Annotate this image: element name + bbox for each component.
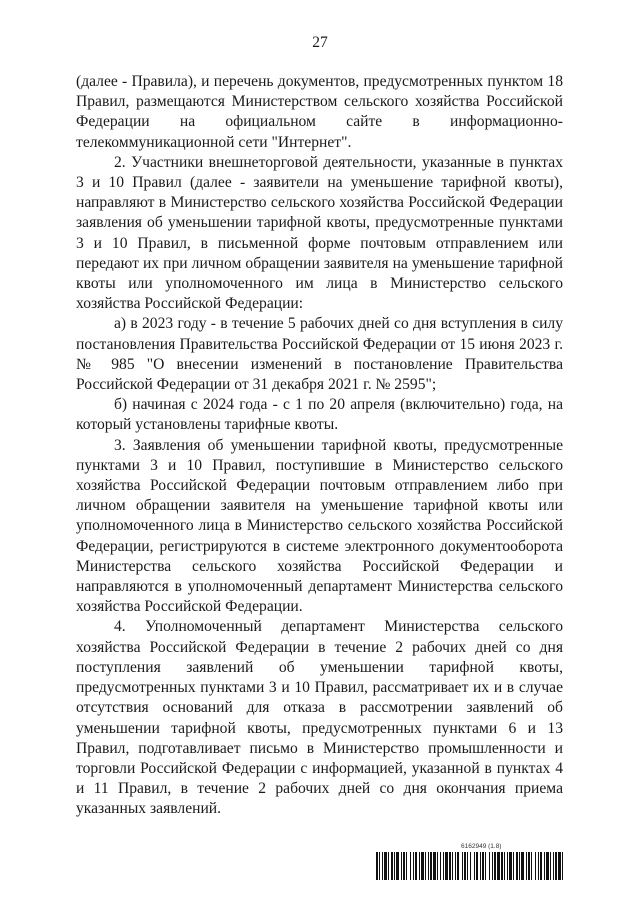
paragraph: 2. Участники внешнеторговой деятельности, указанные в пунктах 3 и 10 Правил (далее - заявители на уменьшение тарифной квоты), направляют в Министерство сельского хозяйства Российской Федерации заявления об уменьшении тарифной квоты, предусмотренные пунктами 3 и 10 Правил, в письменной форме почтовым отправлением или передают их при личном обращении заявителя на уменьшение тарифной квоты или уполномоченного им лица в Министерство сельского хозяйства Российской Федерации: <box>76 153 563 313</box>
barcode-icon <box>376 852 564 880</box>
document-code: 6162949 (1.8) <box>461 843 502 850</box>
document-body <box>76 72 563 820</box>
page-number: 27 <box>312 34 328 51</box>
paragraph: а) в 2023 году - в течение 5 рабочих дней со дня вступления в силу постановления Правительства Российской Федерации от 15 июня 2023 г. № 985 "О внесении изменений в постановление Правительства Российской Федерации от 31 декабря 2021 г. № 2595"; <box>76 315 563 394</box>
paragraph: 4. Уполномоченный департамент Министерства сельского хозяйства Российской Федерации в течение 2 рабочих дней со дня поступления заявлений об уменьшении тарифной квоты, предусмотренных пунктами 3 и 10 Правил, рассматривает их и в случае отсутствия оснований для отказа в рассмотрении заявлений об уменьшении тарифной квоты, предусмотренных пунктами 6 и 13 Правил, подготавливает письмо в Министерство промышленности и торговли Российской Федерации с информацией, указанной в пунктах 4 и 11 Правил, в течение 2 рабочих дней со дня окончания приема указанных заявлений. <box>76 618 563 818</box>
paragraph: (далее - Правила), и перечень документов, предусмотренных пунктом 18 Правил, размещаются Министерством сельского хозяйства Российской Федерации на официальном сайте в информационно-телекоммуникационной сети "Интернет". <box>76 73 563 151</box>
paragraph: б) начиная с 2024 года - с 1 по 20 апреля (включительно) года, на который установлены тарифные квоты. <box>76 396 563 434</box>
paragraph: 3. Заявления об уменьшении тарифной квоты, предусмотренные пунктами 3 и 10 Правил, поступившие в Министерство сельского хозяйства Российской Федерации почтовым отправлением либо при личном обращении заявителя на уменьшение тарифной квоты или уполномоченного лица в Министерство сельского хозяйства Российской Федерации, регистрируются в системе электронного документооборота Министерства сельского хозяйства Российской Федерации и направляются в уполномоченный департамент Министерства сельского хозяйства Российской Федерации. <box>76 436 563 616</box>
